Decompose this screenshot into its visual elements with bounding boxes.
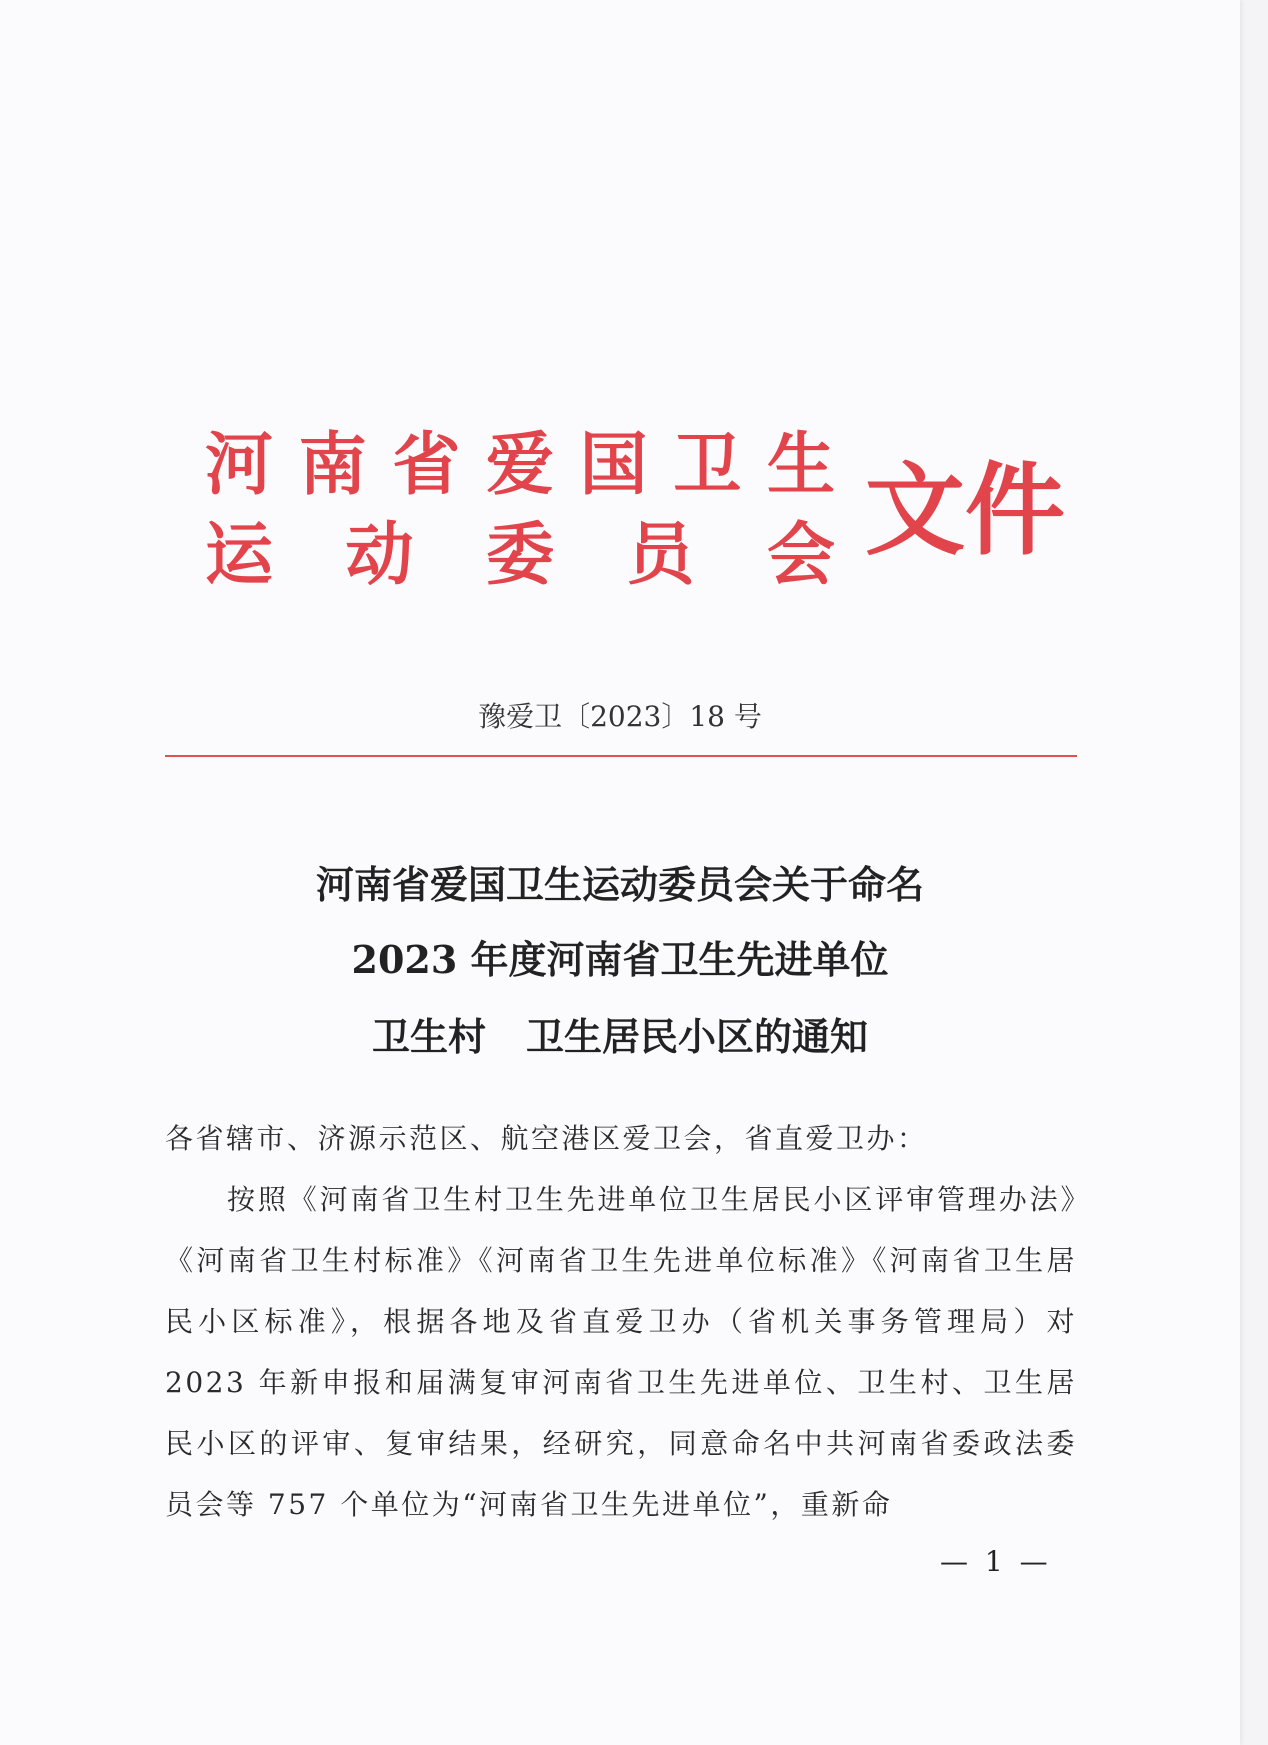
title-part-a: 卫生村 — [371, 1014, 486, 1059]
org-char: 河 — [205, 425, 274, 505]
salutation: 各省辖市、济源示范区、航空港区爱卫会，省直爱卫办： — [165, 1122, 928, 1155]
org-char: 委 — [485, 515, 554, 595]
file-label: 文件 — [865, 451, 1065, 569]
org-char: 省 — [392, 425, 461, 505]
org-char: 运 — [205, 515, 274, 595]
org-name-line-2 — [205, 515, 835, 595]
title-part-b: 卫生居民小区的通知 — [526, 1014, 869, 1059]
org-char: 南 — [298, 425, 367, 505]
document-title-line-2: 2023 年度河南省卫生先进单位 — [351, 937, 889, 982]
org-name-line-1 — [205, 425, 835, 505]
page-number: — 1 — — [940, 1545, 1052, 1578]
document-body — [165, 1108, 1077, 1535]
document-title-line-3 — [0, 1014, 1240, 1060]
org-char: 员 — [626, 515, 695, 595]
org-char: 爱 — [485, 425, 554, 505]
body-paragraph-1: 按照《河南省卫生村卫生先进单位卫生居民小区评审管理办法》《河南省卫生村标准》《河南省卫生先进单位标准》《河南省卫生居民小区标准》，根据各地及省直爱卫办（省机关事务管理局）对 2023 年新申报和届满复审河南省卫生先进单位、卫生村、卫生居民小区的评审、复审结果，经研究，同意命名中共河南省委政法委员会等 757 个单位为“河南省卫生先进单位”，重新命 — [165, 1183, 1077, 1521]
org-char: 国 — [579, 425, 648, 505]
org-char: 会 — [766, 515, 835, 595]
red-divider-line — [165, 755, 1077, 757]
document-title-line-1: 河南省爱国卫生运动委员会关于命名 — [315, 862, 924, 907]
org-char: 动 — [345, 515, 414, 595]
org-char: 卫 — [673, 425, 742, 505]
document-number: 豫爱卫〔2023〕18 号 — [478, 700, 762, 733]
org-char: 生 — [766, 425, 835, 505]
